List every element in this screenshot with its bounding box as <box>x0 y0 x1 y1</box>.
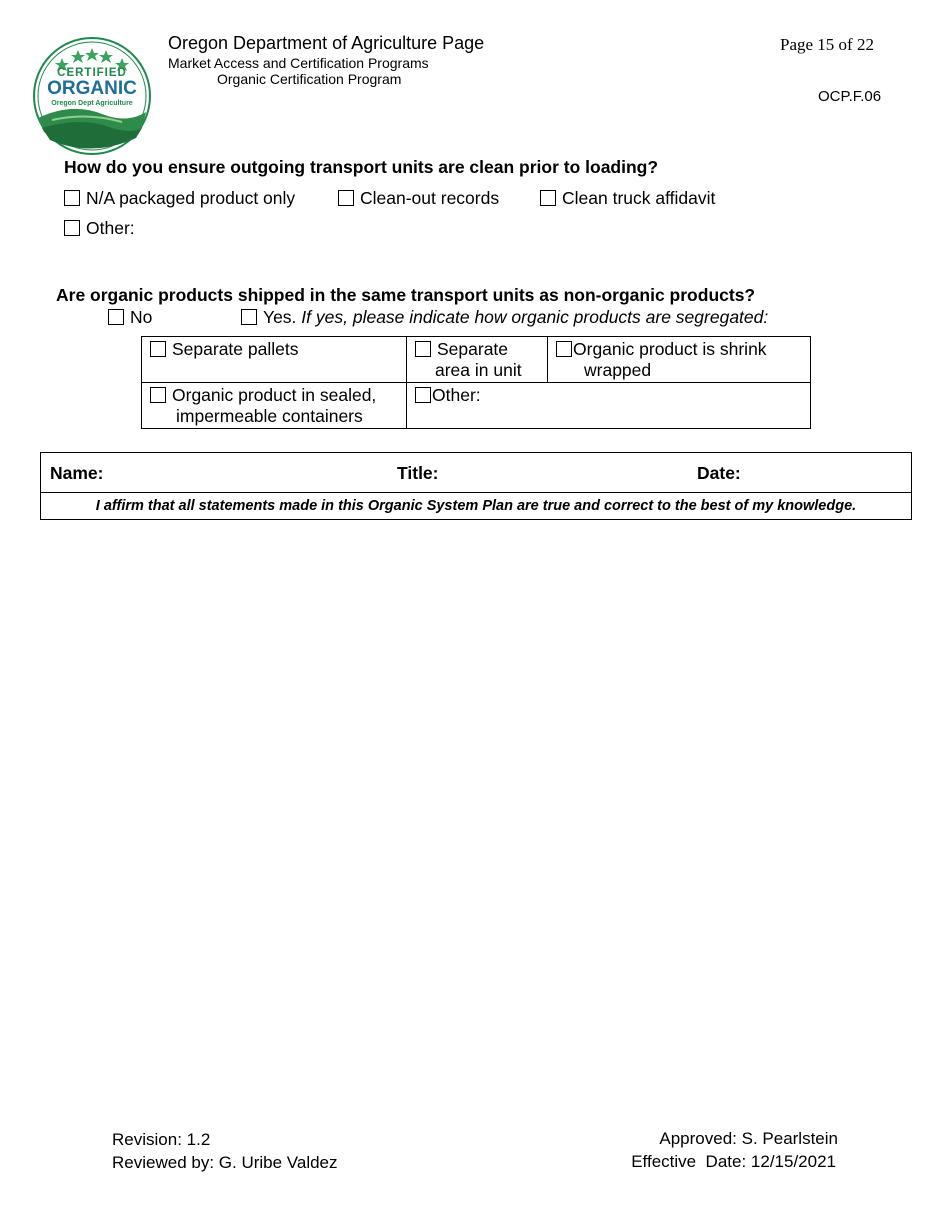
checkbox-separate-pallets[interactable] <box>150 341 166 357</box>
logo-dept-text: Oregon Dept Agriculture <box>51 100 133 107</box>
checkbox-clean-truck-affidavit[interactable] <box>540 190 556 206</box>
form-code: OCP.F.06 <box>818 88 882 105</box>
option-yes <box>241 307 768 328</box>
checkbox-shrink-wrapped[interactable] <box>556 341 572 357</box>
option-yes-label: Yes. <box>263 307 297 327</box>
separate-area-label-1: Separate <box>437 339 509 359</box>
checkbox-other[interactable] <box>64 220 80 236</box>
shared-transport-question: Are organic products shipped in the same transport units as non-organic products? <box>56 285 756 305</box>
sealed-containers-label-1: Organic product in sealed, <box>172 385 377 405</box>
cell-separate-area <box>407 337 548 383</box>
option-clean-truck-affidavit <box>540 188 715 209</box>
option-na-packaged-label: N/A packaged product only <box>86 188 296 208</box>
logo-organic-text: ORGANIC <box>47 78 137 99</box>
option-clean-out-records <box>338 188 499 209</box>
cell-sealed-containers <box>142 383 407 429</box>
cell-shrink-wrapped <box>548 337 811 383</box>
footer-reviewed-by: Reviewed by: G. Uribe Valdez <box>112 1153 338 1172</box>
footer-revision: Revision: 1.2 <box>112 1130 211 1149</box>
checkbox-separate-area[interactable] <box>415 341 431 357</box>
option-other <box>64 218 135 239</box>
signature-table <box>40 452 912 520</box>
page-number: Page 15 of 22 <box>780 35 874 54</box>
footer-effective-date: Effective Date: 12/15/2021 <box>631 1152 836 1171</box>
option-no <box>108 307 152 328</box>
footer-approved: Approved: S. Pearlstein <box>659 1129 838 1148</box>
segregation-other-label: Other: <box>432 385 481 405</box>
yes-instruction: If yes, please indicate how organic products are segregated: <box>301 307 769 327</box>
separate-pallets-label: Separate pallets <box>172 339 299 359</box>
date-label: Date: <box>697 463 741 483</box>
shrink-wrapped-label-1: Organic product is shrink <box>573 339 767 359</box>
certified-organic-logo <box>32 36 152 156</box>
option-other-label: Other: <box>86 218 135 238</box>
separate-area-label-2: area in unit <box>435 360 522 380</box>
option-na-packaged <box>64 188 295 209</box>
transport-clean-question: How do you ensure outgoing transport units are clean prior to loading? <box>64 157 659 177</box>
name-label: Name: <box>50 463 104 483</box>
option-no-label: No <box>130 307 153 327</box>
checkbox-segregation-other[interactable] <box>415 387 431 403</box>
sealed-containers-label-2: impermeable containers <box>176 406 363 426</box>
checkbox-yes[interactable] <box>241 309 257 325</box>
checkbox-sealed-containers[interactable] <box>150 387 166 403</box>
header-subtitle-programs: Market Access and Certification Programs <box>168 55 429 71</box>
shrink-wrapped-label-2: wrapped <box>584 360 652 380</box>
checkbox-clean-out-records[interactable] <box>338 190 354 206</box>
cell-segregation-other <box>407 383 811 429</box>
cell-separate-pallets <box>142 337 407 383</box>
checkbox-na-packaged[interactable] <box>64 190 80 206</box>
affirmation-statement: I affirm that all statements made in this Organic System Plan are true and correct to the best of my knowledge. <box>41 493 912 520</box>
option-clean-out-records-label: Clean-out records <box>360 188 500 208</box>
checkbox-no[interactable] <box>108 309 124 325</box>
header-subtitle-certification: Organic Certification Program <box>217 71 402 87</box>
title-label: Title: <box>397 463 439 483</box>
logo-certified-text: CERTIFIED <box>57 67 127 79</box>
option-clean-truck-affidavit-label: Clean truck affidavit <box>562 188 716 208</box>
signature-fields[interactable] <box>41 453 912 493</box>
segregation-table <box>141 336 811 429</box>
header-title: Oregon Department of Agriculture Page <box>168 33 485 53</box>
